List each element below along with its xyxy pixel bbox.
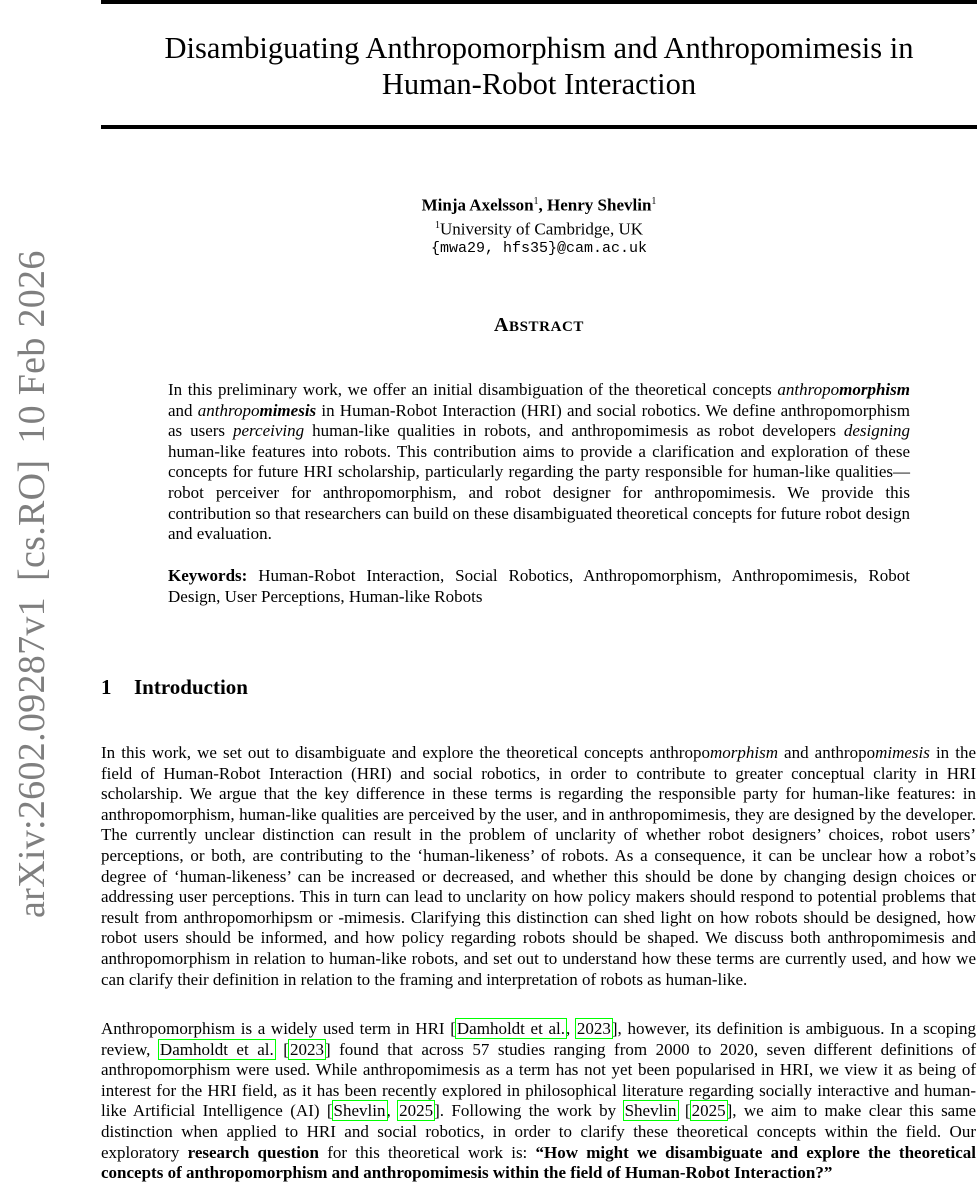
author-names: Minja Axelsson$^1$, Henry Shevlin$^1$ bbox=[421, 195, 657, 215]
author-email: {mwa29, hfs35}@cam.ac.uk bbox=[430, 240, 648, 258]
section-heading-introduction: 1 Introduction bbox=[101, 675, 248, 699]
citation-year-link[interactable]: 2025 bbox=[399, 1101, 434, 1121]
intro-paragraph-1: In this work, we set out to disambiguate and explore the theoretical concepts anthropomorphism and anthropomimesis in the field of Human-Robot Interaction (HRI) and social robotics, in order to contribute to greater conceptual clarity in HRI scholarship. We argue that the key difference in these terms is regarding the responsible party for human-like features: in anthropomorphism, human-like qualities are perceived by the user, and in anthropomimesis, they are designed by the developer. The currently unclear distinction can result in the problem of unclarity of whether robot designers’ choices, robot users’ perceptions, or both, are contributing to the ‘human-likeness’ of robots. As a consequence, it can be unclear how a robot’s degree of ‘human-likeness’ can be increased or decreased, and whether this should be done by changing design choices or addressing user perceptions. This in turn can lead to unclarity on how policy makers should respond to potential problems that result from anthropomorhipsm or -mimesis. Clarifying this distinction can shed light on how robots should be designed, how robot users should be informed, and how policy regarding robots should be shaped. We discuss both anthropomimesis and anthropomorphism in relation to human-like robots, and set out to understand how these terms are currently used, and how we can clarify their definition in relation to the framing and interpretation of robots as human-like. bbox=[101, 743, 976, 989]
affiliation: $^1$University of Cambridge, UK bbox=[434, 219, 644, 239]
citation-link-damholdt[interactable]: Damholdt et al. bbox=[456, 1019, 565, 1038]
author-1: Minja Axelsson bbox=[421, 195, 534, 215]
citation-link-shevlin[interactable]: Shevlin bbox=[333, 1101, 386, 1121]
author-2: Henry Shevlin bbox=[547, 195, 652, 215]
keywords-list: Human-Robot Interaction, Social Robotics, Anthropomorphism, Anthropomimesis, Robot Design, User Perceptions, Human-like Robots bbox=[168, 566, 910, 606]
title-bottom-rule bbox=[101, 125, 977, 129]
citation-year-link[interactable]: 2023 bbox=[289, 1039, 324, 1059]
keywords bbox=[168, 566, 910, 607]
title-line-2: Human-Robot Interaction bbox=[381, 67, 697, 101]
arxiv-identifier-stamp bbox=[10, 250, 54, 918]
arxiv-date: 10 Feb 2026 bbox=[11, 250, 53, 444]
abstract-body: In this preliminary work, we offer an initial disambiguation of the theoretical concepts anthropomorphism and anthropomimesis in Human-Robot Interaction (HRI) and social robotics. We define anthropomorphism as users perceiving human-like qualities in robots, and anthropomimesis as robot developers designing human-like features into robots. This contribution aims to provide a clarification and exploration of these concepts for future HRI scholarship, particularly regarding the party responsible for human-like qualities—robot perceiver for anthropomorphism, and robot designer for anthropomimesis. We provide this contribution so that researchers can build on these disambiguated theoretical concepts for future robot design and evaluation. bbox=[168, 380, 910, 544]
paper-title bbox=[101, 30, 977, 102]
intro-paragraph-2: Anthropomorphism is a widely used term in HRI [Damholdt et al., 2023], however, its definition is ambiguous. In a scoping review, Damholdt et al. [2023] found that across 57 studies ranging from 2000 to 2020, seven different definitions of anthropomorphism were used. While anthropomimesis as a term has not yet been popularised in HRI, we view it as being of interest for the HRI field, as it has been recently explored in philosophical literature regarding socially interactive and human-like Artificial Intelligence (AI) [Shevlin, 2025]. Following the work by Shevlin [2025], we aim to make clear this same distinction when applied to HRI and social robotics, in order to clarify these theoretical concepts within the field. Our exploratory research question for this theoretical work is: “How might we disambiguate and explore the theoretical concepts of anthropomorphism and anthropomimesis within the field of Human-Robot Interaction?” bbox=[101, 1019, 977, 1183]
research-question: “How might we disambiguate and explore the theoretical concepts of anthropomorphism and anthropomimesis within the field of Human-Robot Interaction?” bbox=[101, 1142, 977, 1183]
arxiv-id: arXiv:2602.09287v1 bbox=[11, 597, 53, 918]
abstract-heading: ABSTRACT bbox=[493, 314, 585, 336]
citation-link-damholdt[interactable]: Damholdt et al. bbox=[159, 1039, 274, 1059]
keywords-label: Keywords: bbox=[168, 566, 248, 585]
citation-link-shevlin[interactable]: Shevlin bbox=[624, 1101, 677, 1121]
title-line-1: Disambiguating Anthropomorphism and Anthropomimesis in bbox=[164, 31, 914, 65]
arxiv-category: [cs.RO] bbox=[11, 459, 53, 582]
title-top-rule bbox=[101, 0, 977, 4]
citation-year-link[interactable]: 2023 bbox=[576, 1019, 611, 1038]
author-block bbox=[101, 192, 977, 259]
citation-year-link[interactable]: 2025 bbox=[691, 1101, 726, 1121]
